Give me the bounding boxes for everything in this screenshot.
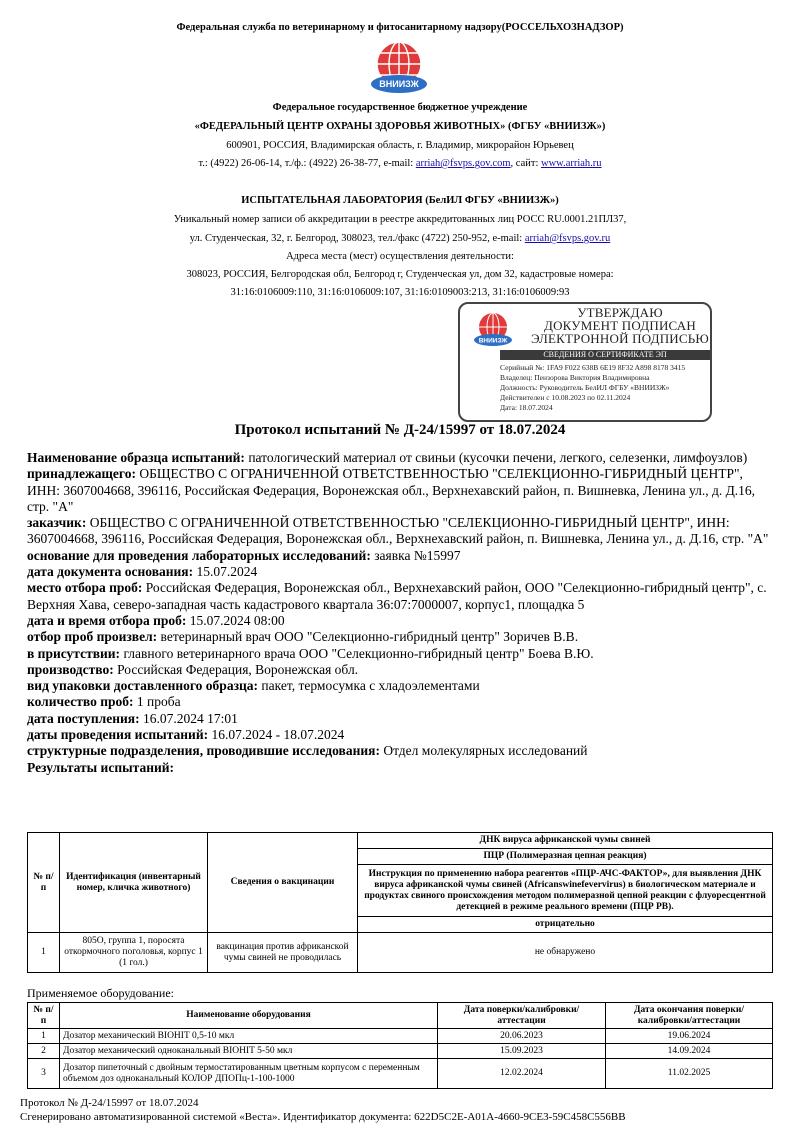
stamp-line3: ЭЛЕКТРОННОЙ ПОДПИСЬЮ (531, 331, 709, 346)
field-label: принадлежащего: (27, 466, 136, 482)
field-basis (27, 548, 777, 564)
equipment-table (27, 1002, 773, 1089)
site-link[interactable]: www.arriah.ru (541, 158, 602, 169)
site-prefix: , сайт: (510, 158, 541, 169)
field-value: главного ветеринарного врача ООО "Селекционно-гибридный центр" Боева В.Ю. (120, 645, 594, 661)
stamp-logo-text: ВНИИЗЖ (478, 337, 508, 345)
field-presence (27, 646, 777, 662)
field-departments (27, 743, 777, 759)
field-label: отбор проб произвел: (27, 629, 158, 645)
equipment-cell-num: 3 (28, 1059, 60, 1089)
field-label: дата и время отбора проб: (27, 612, 187, 628)
institution-address: 600901, РОССИЯ, Владимирская область, г. Владимир, микрорайон Юрьевец (226, 140, 574, 151)
equipment-header-row (28, 1003, 773, 1029)
stamp-logo-icon (472, 312, 514, 348)
institution-name: «ФЕДЕРАЛЬНЫЙ ЦЕНТР ОХРАНЫ ЗДОРОВЬЯ ЖИВОТНЫХ» (ФГБУ «ВНИИЗЖ») (194, 121, 606, 132)
results-header-method: ПЦР (Полимеразная цепная реакция) (358, 849, 773, 865)
field-owner (27, 466, 777, 515)
results-cell-result: не обнаружено (358, 933, 773, 973)
lab-accreditation: Уникальный номер записи об аккредитации в реестре аккредитованных лиц РОСС RU.0001.21ПЛ37, (173, 214, 627, 225)
results-table (27, 832, 773, 973)
field-value: 16.07.2024 17:01 (139, 710, 238, 726)
stamp-position: Должность: Руководитель БелИЛ ФГБУ «ВНИИЗЖ» (500, 383, 670, 392)
results-header-id: Идентификация (инвентарный номер, кличка животного) (60, 833, 208, 933)
activity-address: 308023, РОССИЯ, Белгородская обл, Белгород г, Студенческая ул, дом 32, кадастровые номера: (186, 269, 614, 280)
field-value: 1 проба (133, 694, 181, 710)
protocol-title: Протокол испытаний № Д-24/15997 от 18.07.2024 (234, 422, 566, 438)
stamp-line2: ДОКУМЕНТ ПОДПИСАН (544, 318, 696, 333)
results-cell-vaccination: вакцинация против африканской чумы свиней не проводилась (208, 933, 358, 973)
equipment-cell-date: 15.09.2023 (438, 1044, 606, 1059)
equipment-cell-end: 11.02.2025 (606, 1059, 773, 1089)
equipment-cell-name: Дозатор механический одноканальный BIOHIT 5-50 мкл (60, 1044, 438, 1059)
results-header-expected: отрицательно (358, 917, 773, 933)
results-header-instruction: Инструкция по применению набора реагентов «ПЦР-АЧС-ФАКТОР», для выявления ДНК вируса африканской чумы свиней (Africanswinefevervirus) в биологическом материале и продуктах свиного происхождения методом полимеразной цепной реакции с флуоресцентной детекцией в режиме реального времени (ПЦР РВ). (358, 865, 773, 917)
equipment-cell-end: 19.06.2024 (606, 1029, 773, 1044)
activity-label: Адреса места (мест) осуществления деятельности: (286, 251, 514, 262)
field-value: Отдел молекулярных исследований (379, 743, 588, 759)
institution-type: Федеральное государственное бюджетное учреждение (272, 102, 528, 113)
stamp-title (530, 306, 710, 345)
results-cell-num: 1 (28, 933, 60, 973)
stamp-details (500, 363, 712, 413)
equipment-cell-date: 20.06.2023 (438, 1029, 606, 1044)
equipment-cell-num: 2 (28, 1044, 60, 1059)
equipment-cell-date: 12.02.2024 (438, 1059, 606, 1089)
email-link[interactable]: arriah@fsvps.gov.com (415, 158, 511, 169)
field-value: пакет, термосумка с хладоэлементами (258, 678, 480, 694)
field-label: Наименование образца испытаний: (27, 450, 245, 465)
logo-text: ВНИИЗЖ (379, 79, 419, 89)
field-sampling-datetime (27, 613, 777, 629)
field-value: ОБЩЕСТВО С ОГРАНИЧЕННОЙ ОТВЕТСТВЕННОСТЬЮ "СЕЛЕКЦИОННО-ГИБРИДНЫЙ ЦЕНТР", ИНН: 3607004668, 396116, Российская Федерация, Воронежская обл., Верхнехавский район, п. Вишневка, Ленина ул., д. Д.16, стр. "А" (27, 515, 769, 547)
field-sample-count (27, 694, 777, 710)
stamp-serial: Серийный №: 1FA9 F022 638B 6E19 8F32 A898 8178 3415 (500, 363, 686, 372)
field-basis-date (27, 564, 777, 580)
cadastral-numbers: 31:16:0106009:110, 31:16:0106009:107, 31:16:0109003:213, 31:16:0106009:93 (230, 287, 570, 298)
field-test-dates (27, 727, 777, 743)
table-row (28, 1044, 773, 1059)
field-value: патологический материал от свиньи (кусочки печени, легкого, селезенки, лимфоузлов) (244, 450, 748, 465)
institution-contacts (0, 158, 800, 169)
field-label: дата документа основания: (27, 564, 194, 580)
field-sampled-by (27, 629, 777, 645)
lab-email-link[interactable]: arriah@fsvps.gov.ru (524, 233, 611, 244)
stamp-line1: УТВЕРЖДАЮ (577, 305, 663, 320)
field-label: заказчик: (27, 515, 87, 531)
equipment-cell-end: 14.09.2024 (606, 1044, 773, 1059)
table-row (28, 1059, 773, 1089)
field-value: ОБЩЕСТВО С ОГРАНИЧЕННОЙ ОТВЕТСТВЕННОСТЬЮ "СЕЛЕКЦИОННО-ГИБРИДНЫЙ ЦЕНТР", ИНН: 3607004668, 396116, Российская Федерация, Воронежская обл., Верхнехавский район, п. Вишневка, Ленина ул., д. Д.16, стр. "А" (27, 466, 756, 514)
stamp-owner: Владелец: Пензорова Виктория Владимировна (500, 373, 650, 382)
stamp-valid: Действителен с 10.08.2023 по 02.11.2024 (500, 393, 631, 402)
field-sample-name (27, 450, 777, 466)
field-sampling-place (27, 580, 777, 613)
footer-generated: Сгенерировано автоматизированной системой «Веста». Идентификатор документа: 622D5C2E-A01A-4660-9CE3-59C458C556BB (20, 1111, 626, 1123)
results-header-vaccination: Сведения о вакцинации (208, 833, 358, 933)
signature-stamp (458, 302, 712, 422)
field-label: структурные подразделения, проводившие исследования: (27, 743, 380, 759)
footer-protocol: Протокол № Д-24/15997 от 18.07.2024 (20, 1097, 199, 1109)
field-packaging (27, 678, 777, 694)
equipment-header-date: Дата поверки/калибровки/аттестации (438, 1003, 606, 1029)
equipment-header-num: № п/п (28, 1003, 60, 1029)
field-value: Российская Федерация, Воронежская обл., Верхнехавский район, ООО "Селекционно-гибридный центр", с. Верхняя Хава, северо-западная часть кадастрового квартала 36:07:7000007, корпус1, площадка 5 (27, 580, 767, 612)
equipment-header-end: Дата окончания поверки/калибровки/аттестации (606, 1003, 773, 1029)
contacts-prefix: т.: (4922) 26-06-14, т./ф.: (4922) 26-38-77, e-mail: (198, 158, 416, 169)
field-value: 16.07.2024 - 18.07.2024 (208, 727, 345, 743)
table-row (28, 1029, 773, 1044)
field-production (27, 662, 777, 678)
field-label: вид упаковки доставленного образца: (27, 678, 259, 694)
field-results-heading (27, 760, 777, 776)
field-value: Российская Федерация, Воронежская обл. (113, 661, 359, 677)
results-header-target: ДНК вируса африканской чумы свиней (358, 833, 773, 849)
equipment-cell-num: 1 (28, 1029, 60, 1044)
equipment-label: Применяемое оборудование: (27, 986, 174, 1000)
lab-address-prefix: ул. Студенческая, 32, г. Белгород, 308023, тел./факс (4722) 250-952, e-mail: (189, 233, 525, 244)
results-cell-id: 805О, группа 1, поросята откормочного поголовья, корпус 1 (1 гол.) (60, 933, 208, 973)
stamp-date: Дата: 18.07.2024 (500, 403, 553, 412)
protocol-fields (27, 450, 777, 776)
equipment-cell-name: Дозатор пипеточный с двойным термостатированным цветным корпусом с переменным объемом доз одноканальный КОЛОР ДПОПц-1-100-1000 (60, 1059, 438, 1089)
table-row (28, 933, 773, 973)
results-header-num: № п/п (28, 833, 60, 933)
field-value: ветеринарный врач ООО "Селекционно-гибридный центр" Зоричев В.В. (157, 629, 579, 645)
stamp-cert-bar: СВЕДЕНИЯ О СЕРТИФИКАТЕ ЭП (500, 350, 710, 360)
agency-name: Федеральная служба по ветеринарному и фитосанитарному надзору(РОССЕЛЬХОЗНАДЗОР) (176, 22, 624, 33)
lab-address (0, 233, 800, 244)
field-label: количество проб: (27, 694, 134, 710)
lab-name: ИСПЫТАТЕЛЬНАЯ ЛАБОРАТОРИЯ (БелИЛ ФГБУ «ВНИИЗЖ») (241, 195, 559, 206)
field-received (27, 711, 777, 727)
field-label: даты проведения испытаний: (27, 727, 209, 743)
equipment-header-name: Наименование оборудования (60, 1003, 438, 1029)
field-label: Результаты испытаний: (27, 759, 175, 775)
field-label: место отбора проб: (27, 580, 143, 596)
field-label: производство: (27, 661, 114, 677)
field-customer (27, 515, 777, 548)
field-value: заявка №15997 (370, 547, 461, 563)
equipment-cell-name: Дозатор механический BIOHIT 0,5-10 мкл (60, 1029, 438, 1044)
field-value: 15.07.2024 08:00 (186, 612, 285, 628)
vniizh-logo-icon (366, 40, 432, 96)
field-label: основание для проведения лабораторных исследований: (27, 547, 371, 563)
field-label: в присутствии: (27, 645, 121, 661)
field-value: 15.07.2024 (193, 564, 258, 580)
field-label: дата поступления: (27, 710, 140, 726)
